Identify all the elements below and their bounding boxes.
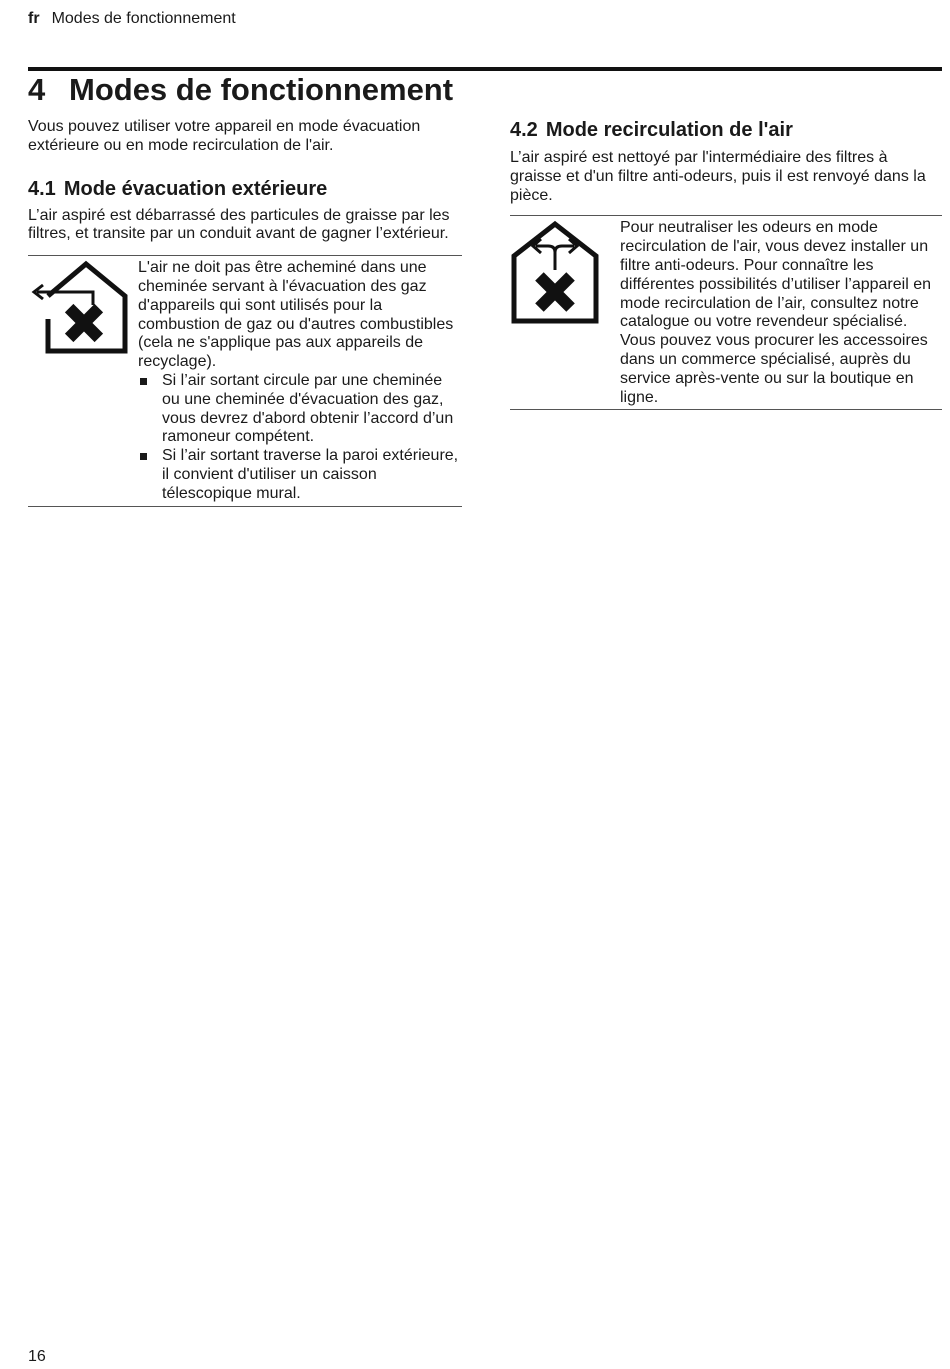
house-recirculation-mode-icon — [510, 218, 602, 331]
house-exhaust-mode-icon — [28, 256, 128, 365]
running-header-title: Modes de fonctionnement — [51, 10, 236, 27]
recirculation-notice-text: Pour neutraliser les odeurs en mode recirculation de l'air, vous devez installer un filtre anti-odeurs. Pour connaître les différentes possibilités d’utiliser l’appareil en mode recirculation de l’air, consultez notre catalogue ou votre revendeur spécialisé. Vous pouvez vous procurer les accessoires dans un commerce spécialisé, auprès du service après-vente ou sur la boutique en ligne. — [620, 219, 931, 406]
section-number: 4.2 — [510, 119, 538, 141]
section-heading-exhaust — [28, 177, 462, 201]
section-title: Mode recirculation de l'air — [545, 119, 793, 141]
exhaust-warning-text: L'air ne doit pas être acheminé dans une cheminée servant à l'évacuation des gaz d'appareils qui sont utilisés pour la combustion de gaz ou d'autres combustibles (cela ne s'applique pas aux appareils de recyclage). — [138, 259, 454, 371]
chapter-title-text: Modes de fonctionnement — [69, 72, 454, 107]
list-item: Si l’air sortant circule par une cheminée ou une cheminée d'évacuation des gaz, vous devrez d'abord obtenir l’accord d’un ramoneur compétent. — [138, 372, 462, 447]
running-header — [28, 9, 236, 29]
recirculation-notice-box — [510, 215, 942, 410]
section-body-exhaust: L’air aspiré est débarrassé des particules de graisse par les filtres, et transite par un conduit avant de gagner l’extérieur. — [28, 206, 450, 243]
section-body-recirculation: L’air aspiré est nettoyé par l'intermédiaire des filtres à graisse et d'un filtre anti-odeurs, puis il est renvoyé dans la pièce. — [510, 149, 926, 204]
chapter-intro: Vous pouvez utiliser votre appareil en mode évacuation extérieure ou en mode recirculation de l'air. — [28, 118, 421, 154]
section-number: 4.1 — [28, 177, 56, 200]
exhaust-bullet-list — [138, 372, 462, 504]
chapter-title — [28, 70, 453, 110]
language-code: fr — [28, 10, 40, 27]
exhaust-notice-box — [28, 255, 462, 506]
right-column — [510, 118, 942, 410]
left-column — [28, 118, 462, 507]
section-heading-recirculation — [510, 118, 942, 142]
section-title: Mode évacuation extérieure — [63, 177, 328, 200]
chapter-number: 4 — [28, 72, 46, 107]
page-number: 16 — [28, 1348, 46, 1365]
list-item: Si l’air sortant traverse la paroi extérieure, il convient d'utiliser un caisson télescopique mural. — [138, 447, 462, 503]
